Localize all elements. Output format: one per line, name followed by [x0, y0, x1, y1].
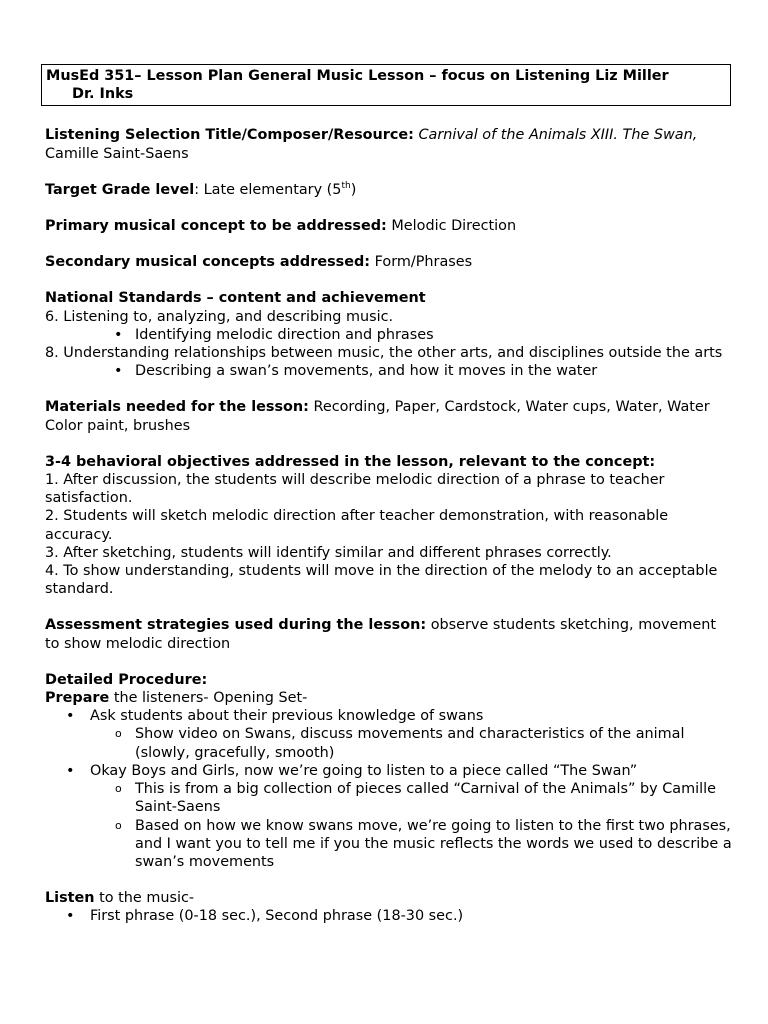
sub-bullet-icon: o — [115, 818, 122, 832]
listen-label: Listen — [45, 890, 95, 907]
prepare-line — [45, 689, 735, 707]
procedure-bullet — [45, 762, 735, 780]
materials-value: Recording, Paper, Cardstock, Water cups, Water, Water Color paint, brushes — [45, 399, 710, 434]
primary-label: Primary musical concept to be addressed: — [45, 218, 387, 235]
bullet-icon: • — [114, 326, 123, 343]
procedure-sub-bullet — [45, 725, 735, 761]
assessment — [45, 616, 735, 652]
procedure-bullet-text: Ask students about their previous knowledge of swans — [90, 708, 484, 725]
prepare-label: Prepare — [45, 690, 110, 707]
materials-label: Materials needed for the lesson: — [45, 399, 309, 416]
sub-bullet-icon: o — [115, 727, 122, 741]
secondary-value: Form/Phrases — [374, 254, 473, 271]
national-standards — [45, 289, 735, 380]
objectives — [45, 453, 735, 599]
lesson-plan-document — [45, 64, 735, 926]
procedure-bullet-text: Okay Boys and Girls, now we’re going to listen to a piece called “The Swan” — [90, 762, 638, 779]
secondary-concepts — [45, 253, 735, 271]
detailed-procedure — [45, 671, 735, 871]
standards-label: National Standards – content and achievement — [45, 290, 426, 307]
header-box — [41, 64, 731, 106]
grade-value-suffix: ) — [350, 181, 357, 198]
procedure-label: Detailed Procedure: — [45, 671, 208, 688]
standard-6-bullet — [45, 326, 735, 344]
listen-line — [45, 889, 735, 907]
procedure-sub-bullet-text: This is from a big collection of pieces called “Carnival of the Animals” by Camille Saint-Saens — [135, 781, 716, 816]
materials — [45, 398, 735, 434]
objective-item: 1. After discussion, the students will describe melodic direction of a phrase to teacher satisfaction. — [45, 472, 665, 507]
grade-sup: th — [341, 181, 351, 192]
procedure-sub-bullet-text: Based on how we know swans move, we’re going to listen to the first two phrases, and I want you to tell me if you the music reflects the words we used to describe a swan’s movements — [135, 817, 732, 870]
standard-8: 8. Understanding relationships between music, the other arts, and disciplines outside the arts — [45, 345, 723, 362]
procedure-bullet — [45, 707, 735, 725]
procedure-sub-bullet — [45, 780, 735, 816]
header-line-2: Dr. Inks — [72, 86, 134, 103]
objective-item: 2. Students will sketch melodic direction after teacher demonstration, with reasonable accuracy. — [45, 508, 669, 543]
listen-section — [45, 889, 735, 925]
listening-selection — [45, 126, 735, 162]
target-grade — [45, 181, 735, 199]
procedure-sub-bullet — [45, 817, 735, 872]
standard-8-bullet — [45, 362, 735, 380]
primary-value: Melodic Direction — [391, 218, 517, 235]
grade-value-prefix: : Late elementary (5 — [194, 181, 342, 198]
bullet-icon: • — [114, 363, 123, 380]
sub-bullet-icon: o — [115, 782, 122, 796]
standard-6-bullet-text: Identifying melodic direction and phrases — [135, 326, 434, 343]
standard-6: 6. Listening to, analyzing, and describing music. — [45, 308, 394, 325]
standard-8-bullet-text: Describing a swan’s movements, and how it moves in the water — [135, 363, 598, 380]
objectives-label: 3-4 behavioral objectives addressed in the lesson, relevant to the concept: — [45, 453, 656, 470]
bullet-icon: • — [66, 908, 75, 925]
procedure-sub-bullet-text: Show video on Swans, discuss movements and characteristics of the animal (slowly, gracefully, smooth) — [135, 726, 685, 761]
bullet-icon: • — [66, 762, 75, 779]
listening-title: Carnival of the Animals XIII. The Swan, — [418, 127, 698, 144]
objective-item: 3. After sketching, students will identify similar and different phrases correctly. — [45, 544, 612, 561]
secondary-label: Secondary musical concepts addressed: — [45, 254, 371, 271]
header-line-1: MusEd 351– Lesson Plan General Music Lesson – focus on Listening Liz Miller — [46, 68, 669, 84]
listening-composer: Camille Saint-Saens — [45, 145, 189, 162]
bullet-icon: • — [66, 708, 75, 725]
listen-text: to the music- — [94, 890, 195, 907]
listen-bullet-text: First phrase (0-18 sec.), Second phrase (18-30 sec.) — [90, 908, 464, 925]
prepare-text: the listeners- Opening Set- — [109, 690, 308, 707]
grade-label: Target Grade level — [45, 181, 195, 198]
assessment-label: Assessment strategies used during the lesson: — [45, 617, 427, 634]
assessment-value: observe students sketching, movement to show melodic direction — [45, 617, 717, 652]
listening-label: Listening Selection Title/Composer/Resource: — [45, 127, 414, 144]
listen-bullet — [45, 907, 735, 925]
primary-concept — [45, 217, 735, 235]
objective-item: 4. To show understanding, students will move in the direction of the melody to an acceptable standard. — [45, 563, 718, 598]
